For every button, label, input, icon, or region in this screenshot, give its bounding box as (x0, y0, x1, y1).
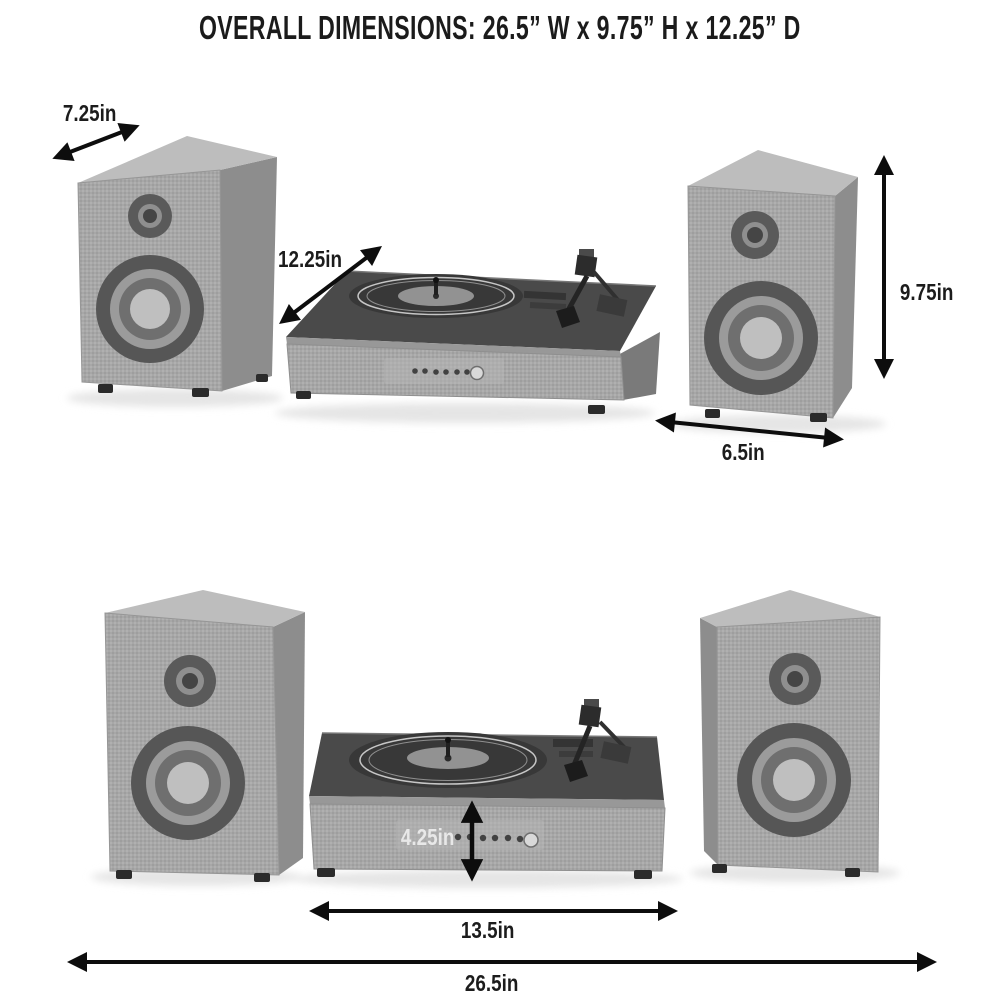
label-turntable-width: 13.5in (461, 917, 515, 943)
tweeter (164, 655, 216, 707)
label-speaker-height: 9.75in (900, 279, 954, 305)
platter (349, 274, 523, 318)
label-speaker-depth: 7.25in (63, 100, 117, 126)
front-control-panel (384, 358, 504, 384)
label-speaker-width: 6.5in (721, 439, 765, 465)
woofer (96, 255, 204, 363)
angled-view-scene (57, 127, 886, 439)
right-speaker-angled-illustration (688, 150, 858, 422)
tweeter (769, 653, 821, 705)
left-speaker-front-illustration (105, 590, 305, 882)
tweeter (128, 194, 172, 238)
platter (349, 732, 547, 788)
label-overall-width: 26.5in (465, 970, 519, 996)
speaker-depth-arrow-icon (57, 127, 135, 157)
page-title: OVERALL DIMENSIONS: 26.5” W x 9.75” H x 12.25” D (199, 9, 801, 46)
shadow (293, 870, 683, 888)
woofer (737, 723, 851, 837)
label-turntable-depth: 12.25in (278, 246, 342, 272)
label-turntable-height: 4.25in (401, 824, 455, 850)
turntable-front-illustration (309, 699, 665, 879)
front-view-scene (72, 590, 932, 962)
right-speaker-front-illustration (700, 590, 880, 877)
woofer (704, 281, 818, 395)
tweeter (731, 211, 779, 259)
woofer (131, 726, 245, 840)
